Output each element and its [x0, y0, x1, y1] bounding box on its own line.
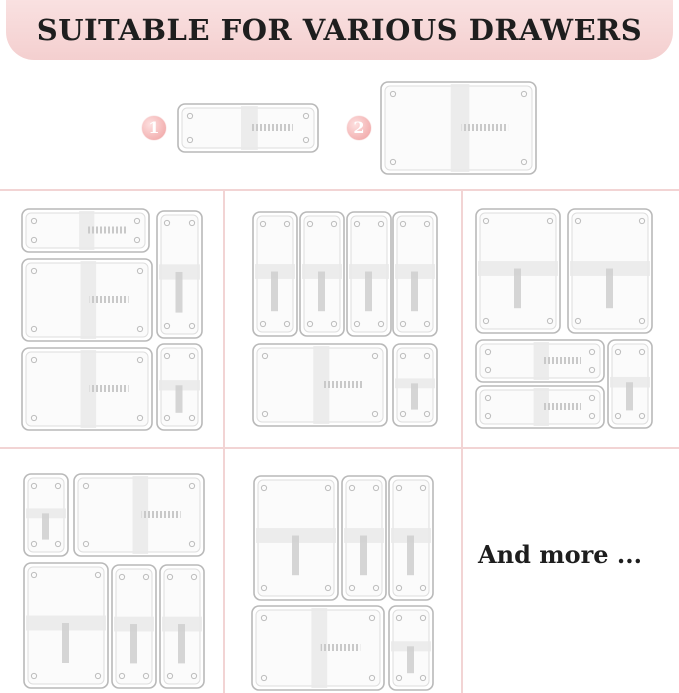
drawer-tray	[253, 344, 387, 426]
drawer-tray	[476, 209, 560, 333]
drawer-tray	[74, 474, 204, 556]
drawer-tray	[157, 344, 202, 430]
drawer-tray	[568, 209, 652, 333]
drawer-tray	[160, 565, 204, 688]
drawer-tray	[393, 344, 437, 426]
drawer-tray	[342, 476, 386, 600]
drawer-tray	[157, 211, 202, 338]
drawer-tray	[253, 212, 297, 336]
drawer-tray	[112, 565, 156, 688]
drawer-tray	[389, 606, 433, 690]
and-more-text: And more ...	[478, 540, 642, 569]
drawer-tray	[22, 259, 152, 341]
tray-size-small	[178, 104, 318, 152]
drawer-tray	[389, 476, 433, 600]
drawer-tray	[22, 348, 152, 430]
size-badge-large: 2	[347, 116, 371, 140]
drawer-tray	[347, 212, 391, 336]
tray-size-large	[381, 82, 536, 174]
drawer-tray	[300, 212, 344, 336]
drawer-tray	[24, 474, 68, 556]
drawer-tray	[476, 340, 604, 382]
drawer-tray	[24, 563, 108, 688]
drawer-tray	[476, 386, 604, 428]
drawer-tray	[22, 209, 149, 252]
drawer-tray	[254, 476, 338, 600]
tray-group	[22, 82, 652, 690]
drawer-tray	[393, 212, 437, 336]
size-badge-small: 1	[142, 116, 166, 140]
drawer-tray	[252, 606, 384, 690]
drawer-tray	[608, 340, 652, 428]
page-title: SUITABLE FOR VARIOUS DRAWERS	[36, 13, 643, 47]
